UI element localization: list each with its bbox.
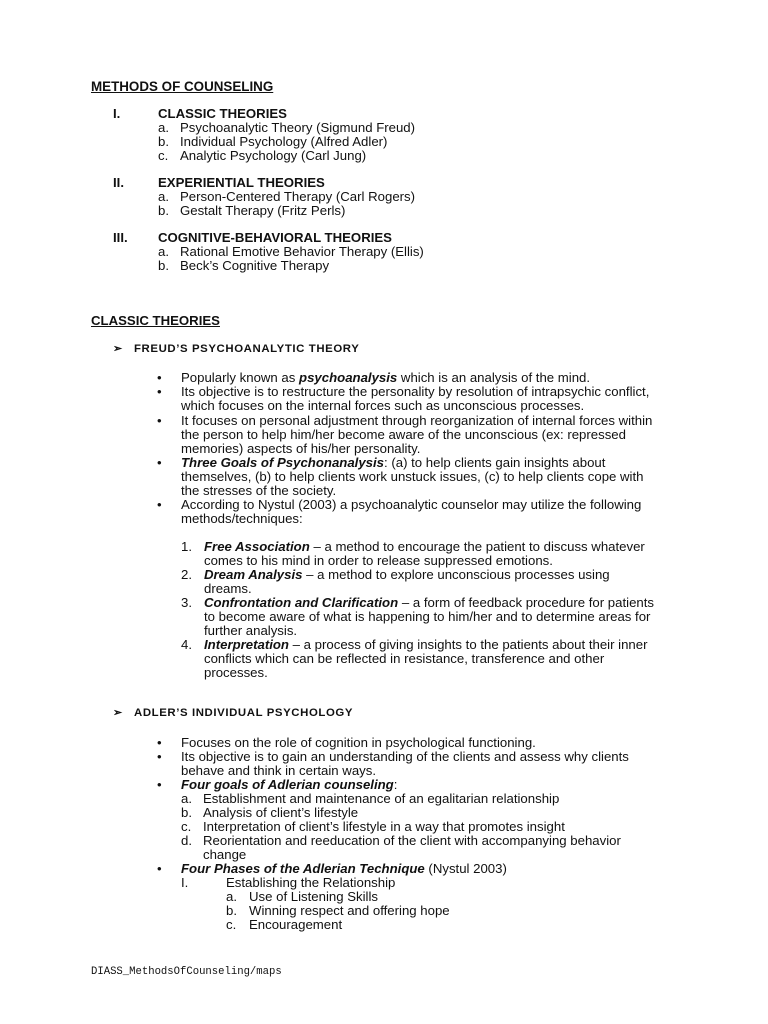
section-heading: CLASSIC THEORIES (91, 313, 220, 328)
bullet-icon: • (157, 455, 162, 470)
list-item-text: Interpretation of client’s lifestyle in a way that promotes insight (203, 819, 565, 834)
list-item-text: further analysis. (204, 623, 298, 638)
bullet-icon: • (157, 497, 162, 512)
outline-item: a. Rational Emotive Behavior Therapy (Ellis) (158, 244, 424, 259)
subsection-heading: ➢ FREUD’S PSYCHOANALYTIC THEORY (113, 343, 360, 355)
outline-title: EXPERIENTIAL THEORIES (158, 175, 325, 190)
list-item-text: to become aware of what is happening to him/her and to determine areas for (204, 609, 651, 624)
bullet-text: the person to help him/her become aware of the unconscious (ex: repressed (181, 427, 626, 442)
list-item-text: Confrontation and Clarification – a form of feedback procedure for patients (204, 595, 654, 610)
list-item-text: Winning respect and offering hope (249, 903, 450, 918)
bullet-icon: • (157, 370, 162, 385)
list-number: 2. (181, 567, 192, 582)
document-title: METHODS OF COUNSELING (91, 79, 274, 94)
page-footer: DIASS_MethodsOfCounseling/maps (91, 966, 282, 978)
outline-item: b. Beck’s Cognitive Therapy (158, 258, 330, 273)
list-item-text: Use of Listening Skills (249, 889, 379, 904)
list-item-text: processes. (204, 665, 268, 680)
list-item-text: Dream Analysis – a method to explore unconscious processes using (204, 567, 610, 582)
list-item-text: Encouragement (249, 917, 343, 932)
list-number: 1. (181, 539, 192, 554)
bullet-text: themselves, (b) to help clients work unstuck issues, (c) to help clients cope with (181, 469, 644, 484)
outline-item: a. Psychoanalytic Theory (Sigmund Freud) (158, 120, 416, 135)
list-item-text: conflicts which can be reflected in resistance, transference and other (204, 651, 605, 666)
bullet-icon: • (157, 777, 162, 792)
outline-title: CLASSIC THEORIES (158, 106, 287, 121)
bullet-text: Four goals of Adlerian counseling: (181, 777, 398, 792)
list-letter: c. (181, 819, 192, 834)
bullet-text: Its objective is to restructure the personality by resolution of intrapsychic conflict, (181, 384, 650, 399)
bullet-text: According to Nystul (2003) a psychoanalytic counselor may utilize the following (181, 497, 642, 512)
list-item-text: change (203, 847, 247, 862)
list-number: 3. (181, 595, 192, 610)
outline-item: b. Gestalt Therapy (Fritz Perls) (158, 203, 346, 218)
bullet-text: Popularly known as psychoanalysis which is an analysis of the mind. (181, 370, 591, 385)
bullet-text: behave and think in certain ways. (181, 763, 376, 778)
bullet-icon: • (157, 384, 162, 399)
bullet-text: the stresses of the society. (181, 483, 337, 498)
list-letter: d. (181, 833, 192, 848)
list-item-text: Establishment and maintenance of an egalitarian relationship (203, 791, 560, 806)
list-item-text: dreams. (204, 581, 252, 596)
bullet-text: It focuses on personal adjustment through reorganization of internal forces within (181, 413, 653, 428)
arrow-bullet-icon: ➢ (113, 343, 123, 355)
bullet-text: Its objective is to gain an understanding of the clients and assess why clients (181, 749, 629, 764)
arrow-bullet-icon: ➢ (113, 707, 123, 719)
list-item-text: Interpretation – a process of giving insights to the patients about their inner (204, 637, 648, 652)
outline-title: COGNITIVE-BEHAVIORAL THEORIES (158, 230, 392, 245)
list-letter: a. (226, 889, 237, 904)
phase-title: Establishing the Relationship (226, 875, 396, 890)
subsection-heading: ➢ ADLER’S INDIVIDUAL PSYCHOLOGY (113, 707, 354, 719)
list-item-text: Reorientation and reeducation of the client with accompanying behavior (203, 833, 621, 848)
list-item-text: Free Association – a method to encourage the patient to discuss whatever (204, 539, 645, 554)
list-item-text: Analysis of client’s lifestyle (203, 805, 359, 820)
bullet-text: Three Goals of Psychonanalysis: (a) to help clients gain insights about (181, 455, 606, 470)
outline-number: I. (113, 106, 121, 121)
bullet-text: memories) aspects of his/her personality. (181, 441, 421, 456)
list-letter: a. (181, 791, 192, 806)
bullet-icon: • (157, 735, 162, 750)
list-letter: b. (181, 805, 192, 820)
bullet-text: Four Phases of the Adlerian Technique (Nystul 2003) (181, 861, 507, 876)
list-item-text: comes to his mind in order to release suppressed emotions. (204, 553, 553, 568)
bullet-text: methods/techniques: (181, 511, 303, 526)
bullet-icon: • (157, 413, 162, 428)
outline-item: b. Individual Psychology (Alfred Adler) (158, 134, 388, 149)
bullet-icon: • (157, 861, 162, 876)
list-number: 4. (181, 637, 192, 652)
bullet-text: Focuses on the role of cognition in psychological functioning. (181, 735, 536, 750)
outline-number: II. (113, 175, 124, 190)
phase-number: I. (181, 875, 189, 890)
outline-number: III. (113, 230, 128, 245)
bullet-icon: • (157, 749, 162, 764)
list-letter: c. (226, 917, 237, 932)
outline-item: a. Person-Centered Therapy (Carl Rogers) (158, 189, 416, 204)
outline-item: c. Analytic Psychology (Carl Jung) (158, 148, 367, 163)
bullet-text: which focuses on the internal forces such as unconscious processes. (181, 398, 585, 413)
list-letter: b. (226, 903, 237, 918)
